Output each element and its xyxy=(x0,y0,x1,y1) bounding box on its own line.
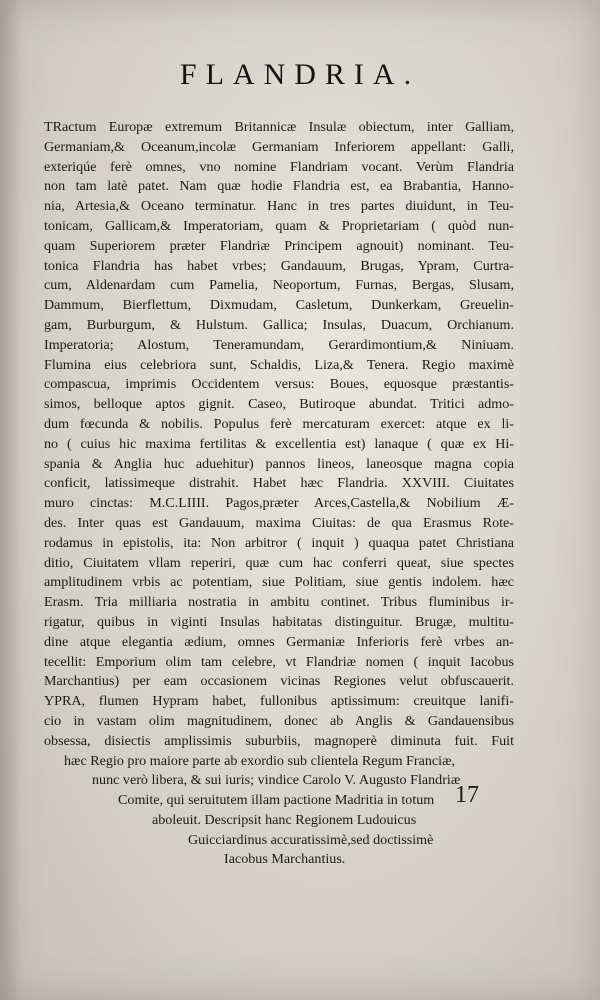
text-line: des. Inter quas est Gandauum, maxima Ciuitas: de qua Erasmus Rote- xyxy=(44,514,514,531)
text-line: cum, Aldenardam cum Pamelia, Neoportum, Furnas, Bergas, Slusam, xyxy=(44,277,514,294)
text-line: TRactum Europæ extremum Britannicæ Insulæ obiectum, inter Galliam, xyxy=(44,119,514,135)
text-line: tonicam, Gallicam,& Imperatoriam, quam & Proprietariam ( quòd nun- xyxy=(44,217,514,234)
text-line: nia, Artesia,& Oceano terminatur. Hanc in tres partes diuidunt, in Teu- xyxy=(44,198,514,215)
text-line: Flumina eius celebriora sunt, Schaldis, Liza,& Tenera. Regio maximè xyxy=(44,356,514,373)
text-line: muro cinctas: M.C.LIIII. Pagos,præter Arces,Castella,& Nobilium Æ- xyxy=(44,495,514,512)
text-line: Comite, qui seruitutem illam pactione Madritia in totum xyxy=(118,792,435,809)
text-line: simos, belloque aptos gignit. Caseo, Butiroque abundat. Tritici admo- xyxy=(44,396,514,413)
text-line: YPRA, flumen Hypram habet, fullonibus aptissimum: creuitque lanifi- xyxy=(44,693,514,710)
text-line: obsessa, disiectis amplissimis suburbiis, magnoperè diminuta fuit. Fuit xyxy=(44,732,514,749)
text-line: Iacobus Marchantius. xyxy=(224,851,346,868)
text-line: Erasm. Tria milliaria nostratia in ambitu continet. Tribus fluminibus ir- xyxy=(44,594,514,611)
text-line: Marchantius) per eam occasionem vicinas Regiones velut obfuscauerit. xyxy=(44,673,514,690)
page-fold-shadow xyxy=(0,0,22,1000)
text-line: exteriqúe ferè omnes, vno nomine Flandriam vocant. Verùm Flandria xyxy=(44,158,514,175)
text-line: quam Superiorem præter Flandriæ Principem agnouit) nominant. Teu- xyxy=(44,237,514,254)
text-line: amplitudinem vrbis ac potentiam, siue Politiam, siue gentis indolem. hæc xyxy=(44,574,514,591)
page-number: 17 xyxy=(455,782,479,808)
text-line: no ( cuius hic maxima fertilitas & excellentia est) lanaque ( quæ ex Hi- xyxy=(44,435,514,452)
text-line: dine atque elegantia ædium, omnes Germaniæ Inferioris ferè vrbes an- xyxy=(44,633,514,650)
text-line: spania & Anglia huc aduehitur) pannos lineos, laneosque magna copia xyxy=(44,455,514,472)
text-line: non tam latè patet. Nam quæ hodie Flandria est, ea Brabantia, Hanno- xyxy=(44,178,514,195)
text-line: conficit, latissimeque distrahit. Habet hæc Flandria. XXVIII. Ciuitates xyxy=(44,475,514,492)
text-line: cio in vastam olim magnitudinem, donec ab Anglis & Gandauensibus xyxy=(44,712,514,729)
text-line: dum fœcunda & nobilis. Populus ferè mercaturam exercet: atque ex li- xyxy=(44,415,514,432)
text-line: ditio, Ciuitatem vllam reperiri, quæ cum hac conferri queat, siue spectes xyxy=(44,554,514,571)
text-line: gam, Burburgum, & Hulstum. Gallica; Insulas, Duacum, Orchianum. xyxy=(44,316,514,333)
text-line: Germaniam,& Oceanum,incolæ Germaniam Inferiorem appellant: Galli, xyxy=(44,138,514,155)
text-line: Imperatoria; Alostum, Teneramundam, Gerardimontium,& Niniuam. xyxy=(44,336,514,353)
page-title: FLANDRIA. xyxy=(179,58,421,91)
text-line: tonica Flandria has habet vrbes; Gandauum, Brugas, Ypram, Curtra- xyxy=(44,257,514,274)
text-line: Guicciardinus accuratissimè,sed doctissimè xyxy=(188,831,434,848)
text-line: Dammum, Bierflettum, Dixmudam, Casletum, Dunkerkam, Greuelin- xyxy=(44,297,514,314)
text-line: rigatur, quibus in viginti Insulas habitatas distinguitur. Brugæ, multitu- xyxy=(44,613,514,630)
text-line: hæc Regio pro maiore parte ab exordio sub clientela Regum Franciæ, xyxy=(64,752,455,769)
text-line: rodamus in epistolis, ita: Non arbitror ( inquit ) quaqua patet Christiana xyxy=(44,534,514,551)
text-line: compascua, imprimis Occidentem versus: Boues, equosque præstantis- xyxy=(44,376,514,393)
text-line: aboleuit. Descripsit hanc Regionem Ludouicus xyxy=(152,811,417,828)
text-line: tecellit: Emporium olim tam celebre, vt Flandriæ nomen ( inquit Iacobus xyxy=(44,653,514,670)
text-line: nunc verò libera, & sui iuris; vindice Carolo V. Augusto Flandriæ xyxy=(92,772,461,789)
body-text xyxy=(44,118,514,870)
